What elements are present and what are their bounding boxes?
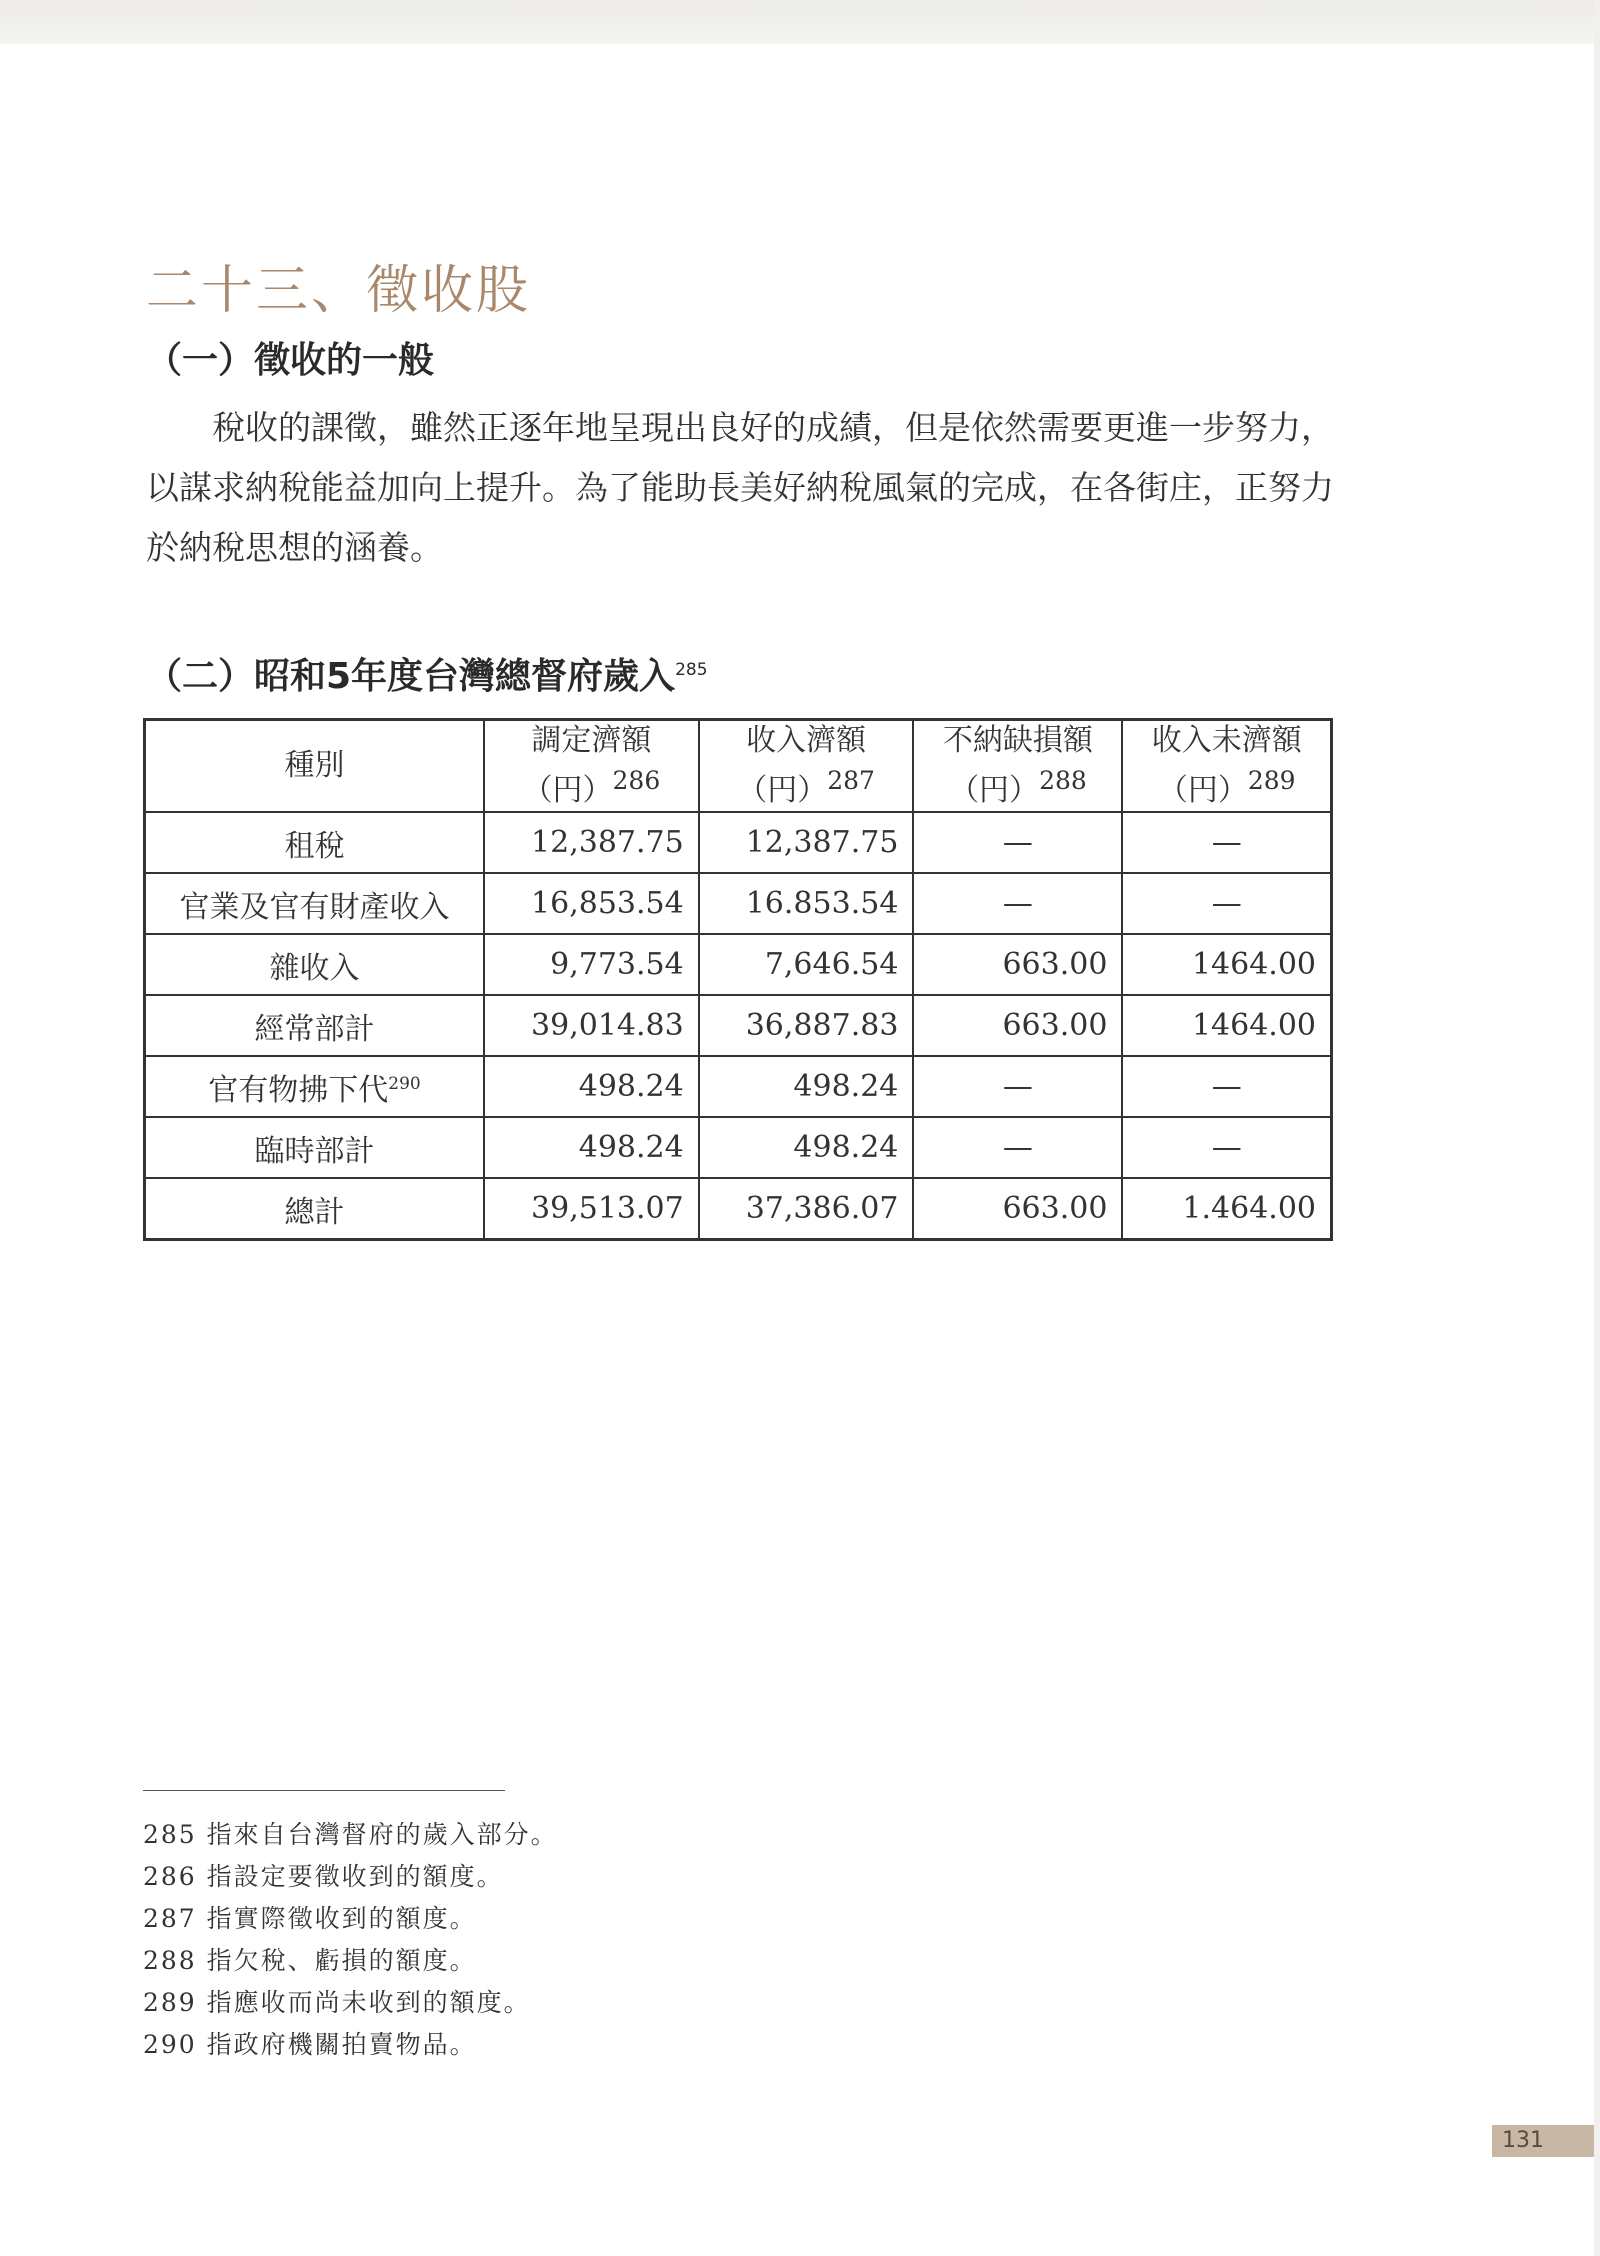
- chapter-title: 二十三、徵收股: [146, 261, 532, 321]
- table-cell: 7,646.54: [699, 934, 914, 995]
- row-label-text: 租稅: [284, 828, 345, 864]
- row-label-text: 官有物拂下代: [208, 1072, 389, 1108]
- table-cell: —: [1122, 812, 1331, 873]
- table-cell: 663.00: [913, 1178, 1122, 1240]
- footnote-item: 289 指應收而尚未收到的額度。: [143, 1988, 531, 2017]
- row-label-text: 總計: [284, 1194, 345, 1230]
- column-header: [1122, 720, 1331, 813]
- table-cell: 39,014.83: [484, 995, 699, 1056]
- footnote-item: 285 指來自台灣督府的歲入部分。: [143, 1820, 558, 1849]
- column-header: [913, 720, 1122, 813]
- scan-right-edge: [1594, 0, 1600, 2256]
- table-cell: 16.853.54: [699, 873, 914, 934]
- column-header-unit: （円）: [737, 773, 828, 808]
- table-cell: —: [913, 873, 1122, 934]
- revenue-table: [143, 718, 1333, 1241]
- row-label-text: 臨時部計: [254, 1133, 375, 1169]
- row-label: [145, 1117, 485, 1178]
- row-label: [145, 1056, 485, 1117]
- section-heading-general: （一）徵收的一般: [146, 340, 435, 381]
- table-cell: 663.00: [913, 934, 1122, 995]
- table-cell: 12,387.75: [699, 812, 914, 873]
- table-cell: —: [1122, 1056, 1331, 1117]
- table-cell: —: [913, 1117, 1122, 1178]
- row-label: [145, 934, 485, 995]
- footnote-list: [143, 1814, 558, 2066]
- table-row: [145, 812, 1332, 873]
- table-cell: 16,853.54: [484, 873, 699, 934]
- section-heading-revenue-text: （二）昭和5年度台灣總督府歲入: [146, 656, 676, 697]
- footnote-item: 286 指設定要徵收到的額度。: [143, 1862, 504, 1891]
- table-cell: 1464.00: [1122, 934, 1331, 995]
- table-cell: 1464.00: [1122, 995, 1331, 1056]
- table-cell: 498.24: [484, 1117, 699, 1178]
- page-number: 131: [1492, 2125, 1594, 2157]
- column-header-label: 不納缺損額: [942, 723, 1093, 758]
- column-header-label: 收入濟額: [746, 723, 867, 758]
- body-paragraph: 稅收的課徵，雖然正逐年地呈現出良好的成績，但是依然需要更進一步努力，以謀求納稅能益加向上提升。為了能助長美好納稅風氣的完成，在各街庄，正努力於納稅思想的涵養。: [146, 408, 1334, 567]
- footnote-ref: 289: [1247, 766, 1296, 795]
- table-cell: 9,773.54: [484, 934, 699, 995]
- footnote-item: 290 指政府機關拍賣物品。: [143, 2030, 477, 2059]
- table-cell: 39,513.07: [484, 1178, 699, 1240]
- footnote-ref: 290: [388, 1073, 421, 1094]
- row-label-text: 官業及官有財產收入: [179, 889, 450, 925]
- table-row: [145, 995, 1332, 1056]
- table-cell: —: [913, 1056, 1122, 1117]
- table-cell: 498.24: [484, 1056, 699, 1117]
- table-row: [145, 934, 1332, 995]
- table-cell: —: [1122, 1117, 1331, 1178]
- table-cell: 12,387.75: [484, 812, 699, 873]
- footnote-item: 287 指實際徵收到的額度。: [143, 1904, 477, 1933]
- table-row: [145, 1117, 1332, 1178]
- table-cell: 1.464.00: [1122, 1178, 1331, 1240]
- footnote-ref: 287: [827, 766, 875, 795]
- footnote-item: 288 指欠稅、虧損的額度。: [143, 1946, 477, 1975]
- table-cell: 663.00: [913, 995, 1122, 1056]
- table-cell: —: [913, 812, 1122, 873]
- column-header: [699, 720, 914, 813]
- table-cell: 498.24: [699, 1117, 914, 1178]
- table-cell: 36,887.83: [699, 995, 914, 1056]
- footnote-ref: 286: [612, 766, 661, 795]
- column-header-label: 調定濟額: [531, 723, 652, 758]
- section-heading-revenue: [146, 648, 708, 699]
- row-label-text: 經常部計: [254, 1011, 375, 1047]
- column-header: [145, 720, 485, 813]
- column-header-unit: （円）: [522, 773, 613, 808]
- footnote-ref: 285: [675, 660, 708, 680]
- column-header: [484, 720, 699, 813]
- column-header-unit: （円）: [1157, 773, 1248, 808]
- table-cell: 498.24: [699, 1056, 914, 1117]
- footnote-divider: [143, 1790, 505, 1791]
- table-cell: —: [1122, 873, 1331, 934]
- column-header-label: 收入未濟額: [1151, 723, 1302, 758]
- row-label: [145, 995, 485, 1056]
- scan-top-band: [0, 0, 1600, 44]
- table-header-row: [145, 720, 1332, 813]
- table-cell: 37,386.07: [699, 1178, 914, 1240]
- column-header-label: 種別: [284, 748, 345, 783]
- table-body: [145, 812, 1332, 1240]
- table-row: [145, 1056, 1332, 1117]
- table-row: [145, 1178, 1332, 1240]
- row-label: [145, 1178, 485, 1240]
- row-label: [145, 812, 485, 873]
- row-label: [145, 873, 485, 934]
- footnote-ref: 288: [1039, 766, 1087, 795]
- table-row: [145, 873, 1332, 934]
- row-label-text: 雜收入: [269, 950, 360, 986]
- column-header-unit: （円）: [949, 773, 1040, 808]
